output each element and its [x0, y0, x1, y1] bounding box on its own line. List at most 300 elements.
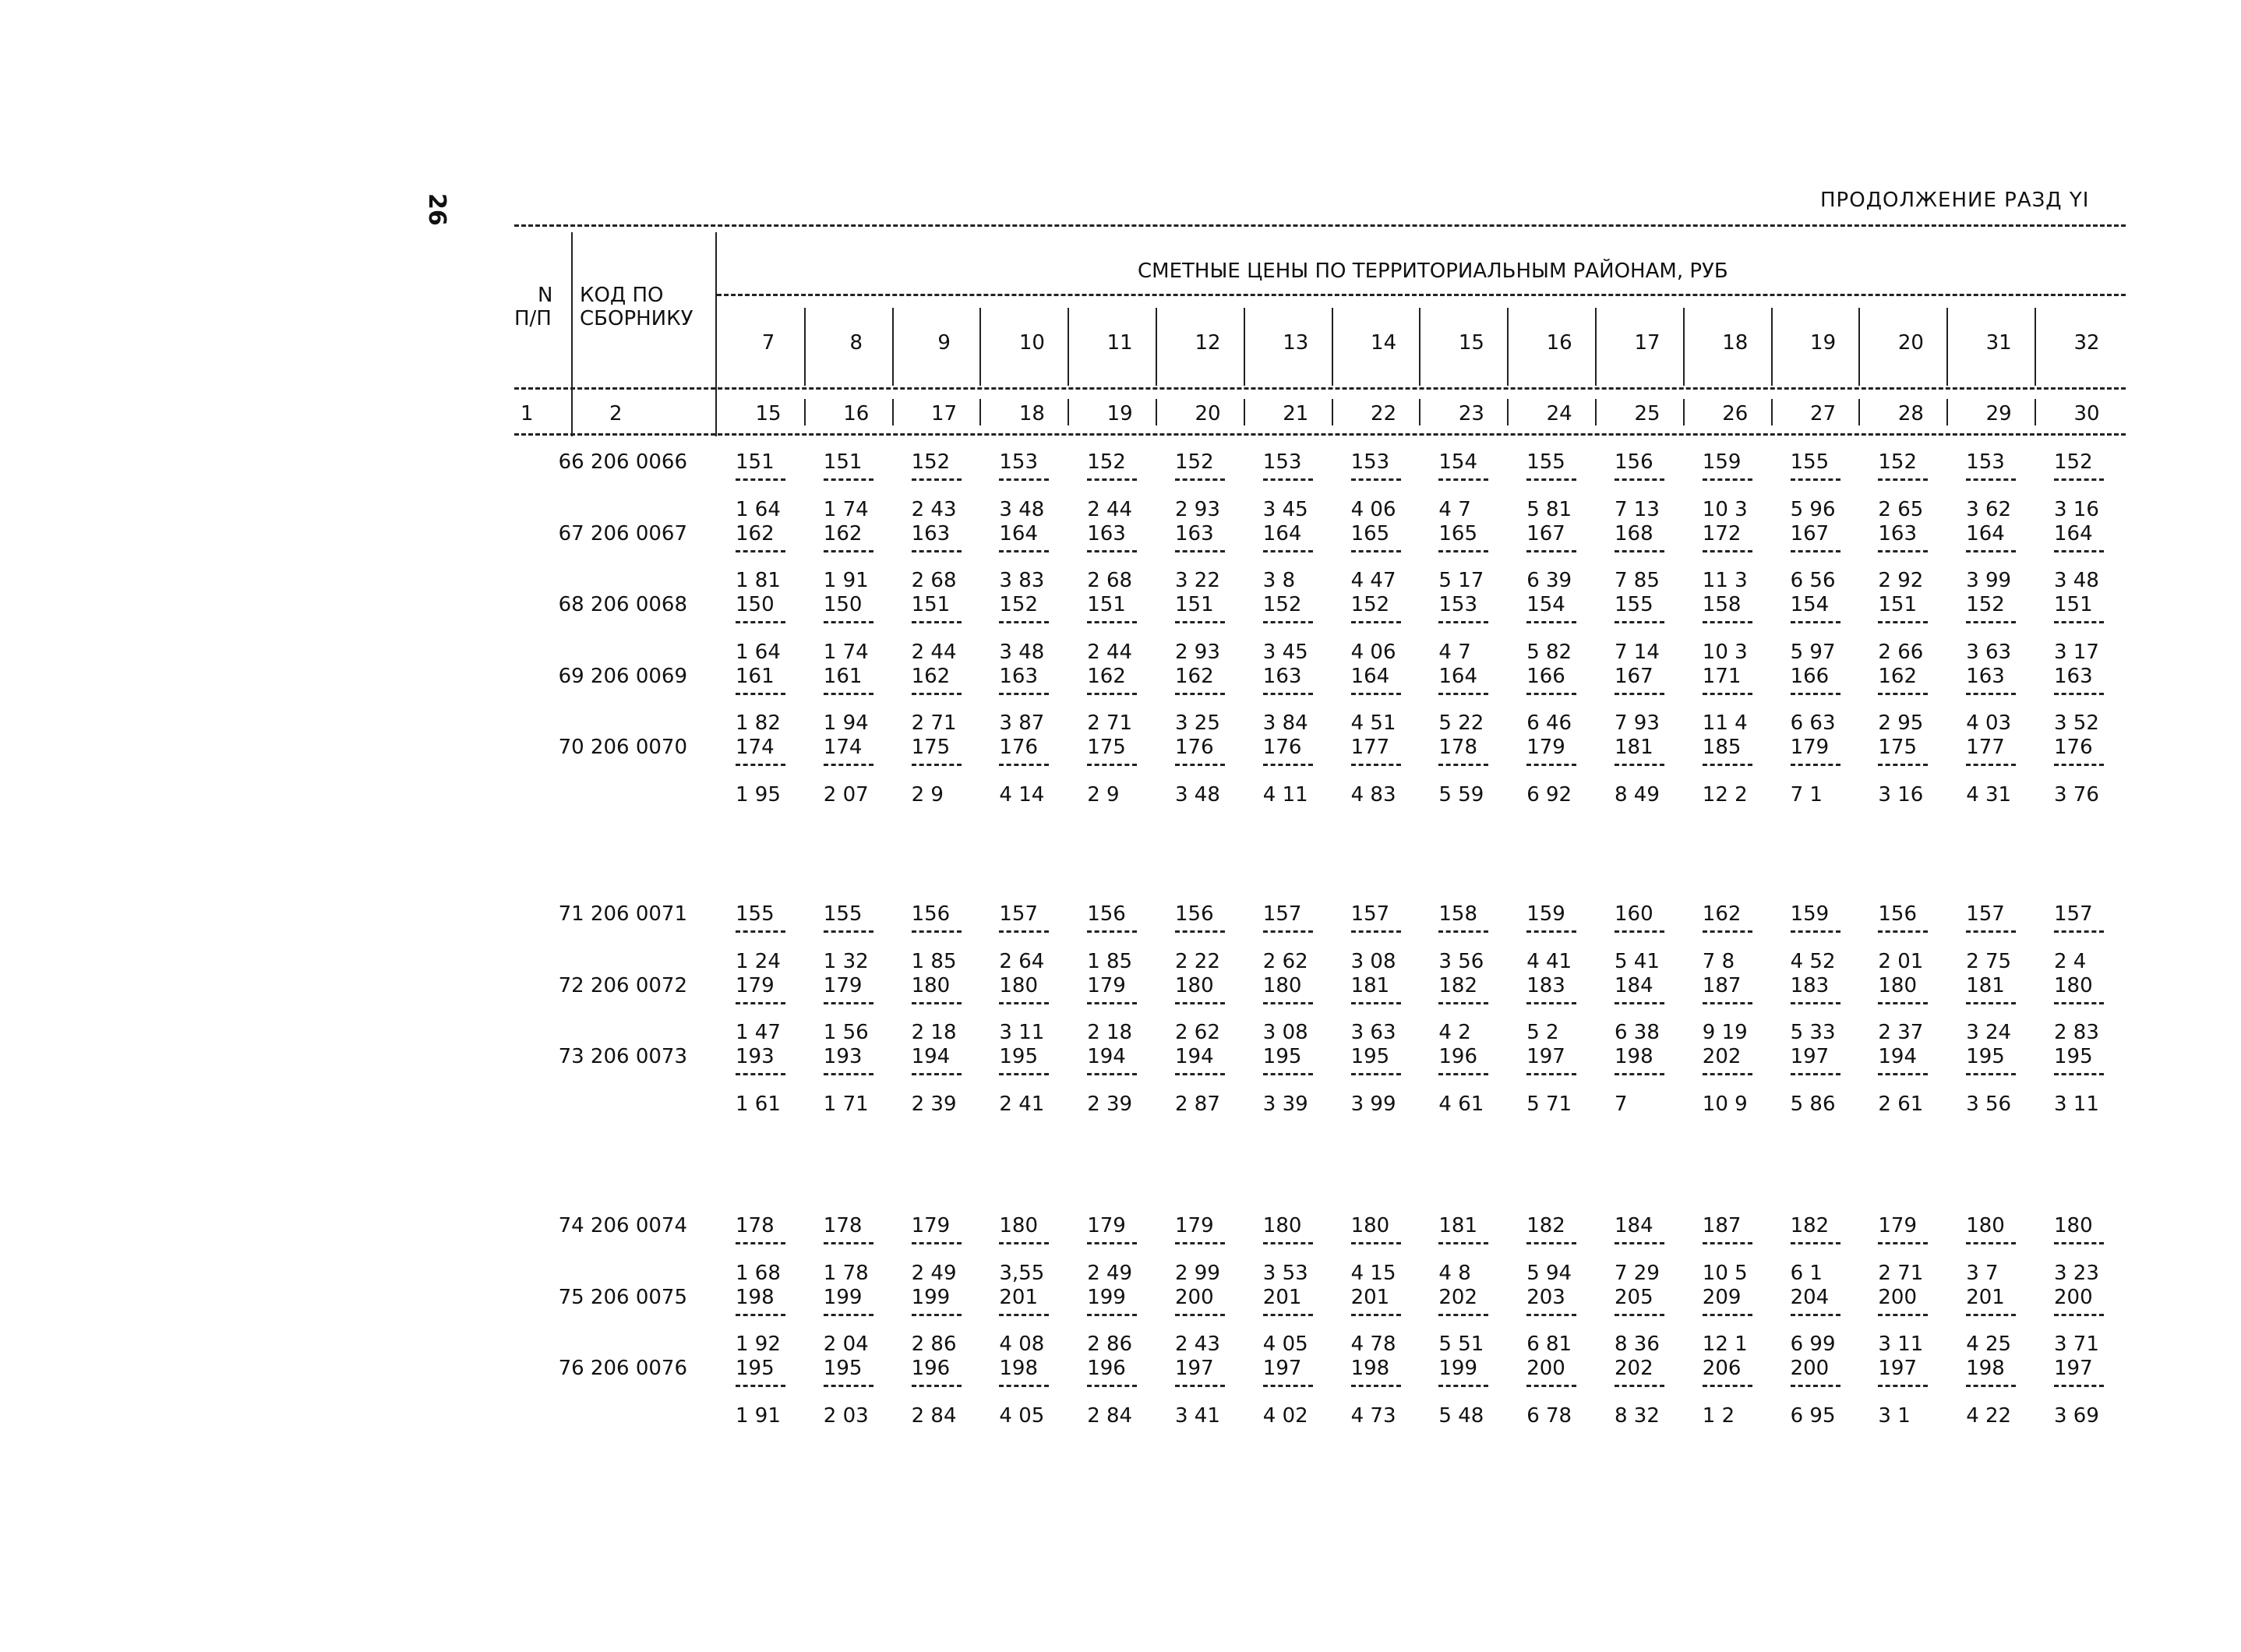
- fraction-line: [1175, 478, 1225, 481]
- price-cell: 3 39: [1262, 1092, 1308, 1116]
- price-cell: 2 64: [999, 949, 1045, 973]
- row-label: 70 206 0070: [558, 736, 687, 759]
- price-cell: 162: [823, 521, 863, 545]
- fraction-line: [1878, 1385, 1928, 1387]
- price-cell: 4 06: [1350, 497, 1396, 521]
- price-cell: 2 07: [823, 782, 869, 807]
- price-cell: 3 48: [999, 640, 1045, 664]
- fraction-line: [824, 930, 873, 933]
- fraction-line: [1087, 764, 1137, 766]
- fraction-line: [2054, 621, 2104, 623]
- price-cell: 154: [1790, 593, 1830, 616]
- price-cell: 181: [1438, 1214, 1478, 1237]
- price-cell: 6 39: [1526, 569, 1572, 592]
- price-cell: 3 71: [2054, 1333, 2099, 1356]
- price-cell: 6 56: [1790, 569, 1836, 592]
- price-cell: 4 8: [1438, 1261, 1471, 1285]
- fraction-line: [1351, 1314, 1401, 1316]
- fraction-line: [1791, 1385, 1840, 1387]
- rule-index-divider: [1419, 399, 1420, 425]
- price-cell: 7: [1615, 1092, 1628, 1116]
- price-cell: 155: [1526, 450, 1565, 474]
- fraction-line: [1087, 930, 1137, 933]
- rule-index-divider: [1595, 399, 1597, 425]
- price-cell: 179: [1878, 1214, 1918, 1237]
- price-cell: 153: [999, 450, 1039, 474]
- fraction-line: [1703, 550, 1752, 552]
- price-cell: 178: [823, 1214, 863, 1237]
- region-header: 31: [1985, 331, 2012, 355]
- fraction-line: [1791, 1242, 1840, 1244]
- fraction-line: [1615, 1385, 1664, 1387]
- fraction-line: [1615, 550, 1664, 552]
- price-cell: 151: [1175, 593, 1214, 616]
- price-cell: 1 91: [823, 569, 869, 592]
- price-cell: 176: [1175, 736, 1214, 759]
- price-cell: 174: [736, 736, 775, 759]
- price-cell: 3 56: [1438, 949, 1484, 973]
- price-cell: 2 49: [1087, 1261, 1133, 1285]
- fraction-line: [999, 1073, 1049, 1075]
- price-cell: 3 52: [2054, 711, 2099, 735]
- price-cell: 166: [1790, 664, 1830, 688]
- fraction-line: [999, 1314, 1049, 1316]
- fraction-line: [1175, 1073, 1225, 1075]
- price-cell: 180: [1878, 973, 1918, 997]
- fraction-line: [1878, 478, 1928, 481]
- price-cell: 195: [999, 1045, 1039, 1068]
- price-cell: 1 61: [736, 1092, 781, 1116]
- price-cell: 3 17: [2054, 640, 2099, 664]
- fraction-line: [1351, 1002, 1401, 1004]
- price-cell: 1 94: [823, 711, 869, 735]
- price-cell: 175: [1878, 736, 1918, 759]
- price-cell: 181: [1350, 973, 1390, 997]
- price-cell: 5 2: [1526, 1021, 1559, 1044]
- price-cell: 179: [1526, 736, 1565, 759]
- region-header: 17: [1634, 331, 1660, 355]
- price-cell: 12 2: [1702, 782, 1748, 807]
- rule-index-divider: [1858, 399, 1860, 425]
- price-cell: 164: [1966, 521, 2005, 545]
- fraction-line: [1263, 478, 1313, 481]
- fraction-line: [1791, 1314, 1840, 1316]
- index-header: 15: [755, 402, 782, 425]
- price-cell: 3 11: [2054, 1092, 2099, 1116]
- price-cell: 5 41: [1615, 949, 1660, 973]
- rule-index-divider: [979, 399, 981, 425]
- price-cell: 156: [911, 902, 951, 926]
- price-cell: 2 86: [1087, 1333, 1133, 1356]
- price-cell: 1 82: [736, 711, 781, 735]
- price-cell: 151: [2054, 593, 2093, 616]
- price-cell: 164: [2054, 521, 2093, 545]
- price-cell: 5 82: [1526, 640, 1572, 664]
- fraction-line: [912, 693, 962, 695]
- price-cell: 3 53: [1262, 1261, 1308, 1285]
- rule-col-num: [571, 232, 573, 436]
- price-cell: 202: [1438, 1285, 1478, 1309]
- fraction-line: [912, 621, 962, 623]
- fraction-line: [1878, 621, 1928, 623]
- price-cell: 3 84: [1262, 711, 1308, 735]
- price-cell: 4 11: [1262, 782, 1308, 807]
- fraction-line: [736, 764, 785, 766]
- region-header: 19: [1810, 331, 1837, 355]
- price-cell: 4 05: [1262, 1333, 1308, 1356]
- fraction-line: [999, 550, 1049, 552]
- price-cell: 3 08: [1350, 949, 1396, 973]
- price-cell: 161: [823, 664, 863, 688]
- price-cell: 150: [823, 593, 863, 616]
- price-cell: 199: [911, 1285, 951, 1309]
- row-label: 71 206 0071: [558, 902, 687, 926]
- price-cell: 152: [1878, 450, 1918, 474]
- fraction-line: [1615, 764, 1664, 766]
- fraction-line: [912, 1002, 962, 1004]
- price-cell: 6 95: [1790, 1403, 1836, 1428]
- fraction-line: [1263, 1073, 1313, 1075]
- price-cell: 6 92: [1526, 782, 1572, 807]
- price-cell: 1 32: [823, 949, 869, 973]
- price-cell: 2 43: [911, 497, 957, 521]
- fraction-line: [1526, 764, 1576, 766]
- fraction-line: [1526, 1242, 1576, 1244]
- price-cell: 2 62: [1175, 1021, 1220, 1044]
- price-cell: 200: [1878, 1285, 1918, 1309]
- price-cell: 2 43: [1175, 1333, 1220, 1356]
- rule-index-divider: [1946, 399, 1948, 425]
- fraction-line: [1526, 478, 1576, 481]
- price-cell: 200: [1175, 1285, 1214, 1309]
- rule-index-divider: [2035, 399, 2036, 425]
- price-cell: 187: [1702, 973, 1742, 997]
- header-col-index-2: 2: [609, 402, 623, 425]
- price-cell: 4 51: [1350, 711, 1396, 735]
- rule-prices: [717, 294, 2126, 296]
- price-cell: 4 02: [1262, 1403, 1308, 1428]
- price-cell: 193: [736, 1045, 775, 1068]
- price-cell: 3 56: [1966, 1092, 2012, 1116]
- region-header: 8: [849, 331, 863, 355]
- price-cell: 184: [1615, 973, 1653, 997]
- fraction-line: [1087, 478, 1137, 481]
- fraction-line: [912, 764, 962, 766]
- fraction-line: [1966, 1314, 2016, 1316]
- price-cell: 3 69: [2054, 1403, 2099, 1428]
- price-cell: 160: [1615, 902, 1653, 926]
- row-label: 73 206 0073: [558, 1045, 687, 1068]
- price-cell: 2 18: [911, 1021, 957, 1044]
- rule-index-divider: [1771, 399, 1773, 425]
- rule-region-divider: [1595, 308, 1597, 386]
- fraction-line: [1878, 764, 1928, 766]
- price-cell: 3 62: [1966, 497, 2012, 521]
- price-cell: 6 46: [1526, 711, 1572, 735]
- price-cell: 203: [1526, 1285, 1565, 1309]
- fraction-line: [1438, 1242, 1488, 1244]
- price-cell: 162: [1702, 902, 1742, 926]
- price-cell: 5 59: [1438, 782, 1484, 807]
- fraction-line: [1526, 930, 1576, 933]
- price-cell: 1 81: [736, 569, 781, 592]
- price-cell: 2 41: [999, 1092, 1045, 1116]
- price-cell: 167: [1790, 521, 1830, 545]
- price-cell: 3 45: [1262, 640, 1308, 664]
- price-cell: 180: [1262, 1214, 1302, 1237]
- fraction-line: [736, 1314, 785, 1316]
- fraction-line: [2054, 1385, 2104, 1387]
- fraction-line: [736, 621, 785, 623]
- price-cell: 179: [736, 973, 775, 997]
- fraction-line: [1791, 1073, 1840, 1075]
- price-cell: 3 83: [999, 569, 1045, 592]
- price-cell: 182: [1526, 1214, 1565, 1237]
- fraction-line: [1438, 764, 1488, 766]
- price-cell: 6 63: [1790, 711, 1836, 735]
- fraction-line: [1878, 1242, 1928, 1244]
- price-cell: 195: [823, 1357, 863, 1380]
- price-cell: 197: [1878, 1357, 1918, 1380]
- price-cell: 5 33: [1790, 1021, 1836, 1044]
- fraction-line: [824, 550, 873, 552]
- price-cell: 1 24: [736, 949, 781, 973]
- price-cell: 2 4: [2054, 949, 2087, 973]
- fraction-line: [1438, 1385, 1488, 1387]
- index-header: 30: [2073, 402, 2100, 425]
- fraction-line: [2054, 1242, 2104, 1244]
- price-cell: 151: [1087, 593, 1126, 616]
- price-cell: 205: [1615, 1285, 1653, 1309]
- price-cell: 195: [2054, 1045, 2093, 1068]
- price-cell: 199: [1438, 1357, 1478, 1380]
- fraction-line: [912, 478, 962, 481]
- price-cell: 197: [1790, 1045, 1830, 1068]
- fraction-line: [1703, 621, 1752, 623]
- price-cell: 180: [1966, 1214, 2005, 1237]
- fraction-line: [1791, 621, 1840, 623]
- price-cell: 3 48: [999, 497, 1045, 521]
- fraction-line: [1703, 1073, 1752, 1075]
- price-cell: 4 47: [1350, 569, 1396, 592]
- price-cell: 200: [1526, 1357, 1565, 1380]
- price-cell: 163: [1087, 521, 1126, 545]
- fraction-line: [999, 1242, 1049, 1244]
- fraction-line: [912, 1242, 962, 1244]
- price-cell: 2 04: [823, 1333, 869, 1356]
- index-header: 17: [931, 402, 958, 425]
- price-cell: 159: [1526, 902, 1565, 926]
- index-header: 24: [1546, 402, 1572, 425]
- fraction-line: [1438, 1002, 1488, 1004]
- price-cell: 7 13: [1615, 497, 1660, 521]
- price-cell: 1 74: [823, 640, 869, 664]
- fraction-line: [2054, 1073, 2104, 1075]
- price-cell: 182: [1438, 973, 1478, 997]
- price-cell: 159: [1790, 902, 1830, 926]
- fraction-line: [824, 693, 873, 695]
- price-cell: 3 25: [1175, 711, 1220, 735]
- price-cell: 1 68: [736, 1261, 781, 1285]
- price-cell: 2 87: [1175, 1092, 1220, 1116]
- fraction-line: [1791, 1002, 1840, 1004]
- price-cell: 172: [1702, 521, 1742, 545]
- row-label: 75 206 0075: [558, 1285, 687, 1309]
- header-code-label: КОД ПО: [580, 284, 664, 307]
- index-header: 23: [1458, 402, 1484, 425]
- price-cell: 180: [2054, 973, 2093, 997]
- rule-region-divider: [1771, 308, 1773, 386]
- price-cell: 6 99: [1790, 1333, 1836, 1356]
- price-cell: 193: [823, 1045, 863, 1068]
- fraction-line: [1615, 621, 1664, 623]
- fraction-line: [1438, 478, 1488, 481]
- rule-region-divider: [1858, 308, 1860, 386]
- price-cell: 155: [1615, 593, 1653, 616]
- fraction-line: [1351, 693, 1401, 695]
- row-label: 66 206 0066: [558, 450, 687, 474]
- price-cell: 153: [1966, 450, 2005, 474]
- region-header: 11: [1106, 331, 1133, 355]
- fraction-line: [1615, 478, 1664, 481]
- fraction-line: [1438, 1314, 1488, 1316]
- region-header: 15: [1458, 331, 1484, 355]
- price-cell: 201: [999, 1285, 1039, 1309]
- price-cell: 4 41: [1526, 949, 1572, 973]
- price-cell: 153: [1438, 593, 1478, 616]
- section-title: ПРОДОЛЖЕНИЕ РАЗД YI: [1820, 189, 2090, 212]
- price-cell: 3 48: [2054, 569, 2099, 592]
- fraction-line: [2054, 550, 2104, 552]
- price-cell: 180: [1175, 973, 1214, 997]
- price-cell: 3 11: [999, 1021, 1045, 1044]
- fraction-line: [1703, 764, 1752, 766]
- fraction-line: [1087, 1314, 1137, 1316]
- fraction-line: [824, 1314, 873, 1316]
- region-header: 14: [1371, 331, 1397, 355]
- price-cell: 176: [1262, 736, 1302, 759]
- header-col-index-1: 1: [521, 402, 534, 425]
- fraction-line: [824, 1385, 873, 1387]
- fraction-line: [1175, 764, 1225, 766]
- price-cell: 1 78: [823, 1261, 869, 1285]
- fraction-line: [1351, 1073, 1401, 1075]
- price-cell: 4 7: [1438, 497, 1471, 521]
- price-cell: 199: [1087, 1285, 1126, 1309]
- fraction-line: [999, 764, 1049, 766]
- price-cell: 161: [736, 664, 775, 688]
- price-cell: 152: [1966, 593, 2005, 616]
- price-cell: 4 2: [1438, 1021, 1471, 1044]
- rule-index-divider: [892, 399, 894, 425]
- price-cell: 177: [1350, 736, 1390, 759]
- price-cell: 151: [736, 450, 775, 474]
- price-cell: 157: [1262, 902, 1302, 926]
- price-cell: 195: [736, 1357, 775, 1380]
- price-cell: 2 39: [1087, 1092, 1133, 1116]
- price-cell: 6 38: [1615, 1021, 1660, 1044]
- price-cell: 4 05: [999, 1403, 1045, 1428]
- fraction-line: [1703, 930, 1752, 933]
- price-cell: 3 16: [2054, 497, 2099, 521]
- fraction-line: [2054, 1314, 2104, 1316]
- price-cell: 176: [999, 736, 1039, 759]
- fraction-line: [999, 1385, 1049, 1387]
- price-cell: 166: [1526, 664, 1565, 688]
- fraction-line: [736, 478, 785, 481]
- price-cell: 5 96: [1790, 497, 1836, 521]
- index-header: 25: [1634, 402, 1660, 425]
- price-cell: 175: [1087, 736, 1126, 759]
- fraction-line: [1351, 621, 1401, 623]
- price-cell: 197: [1175, 1357, 1214, 1380]
- price-cell: 2 39: [911, 1092, 957, 1116]
- fraction-line: [1966, 478, 2016, 481]
- price-cell: 3 23: [2054, 1261, 2099, 1285]
- index-header: 18: [1018, 402, 1045, 425]
- price-cell: 152: [1087, 450, 1126, 474]
- price-cell: 1 95: [736, 782, 781, 807]
- header-code-label-2: СБОРНИКУ: [580, 307, 693, 330]
- price-cell: 2 99: [1175, 1261, 1220, 1285]
- fraction-line: [999, 930, 1049, 933]
- price-cell: 157: [1350, 902, 1390, 926]
- price-cell: 195: [1350, 1045, 1390, 1068]
- price-cell: 178: [736, 1214, 775, 1237]
- index-header: 28: [1897, 402, 1924, 425]
- row-label: 68 206 0068: [558, 593, 687, 616]
- price-cell: 3 99: [1350, 1092, 1396, 1116]
- fraction-line: [1526, 621, 1576, 623]
- price-cell: 1 64: [736, 497, 781, 521]
- price-cell: 185: [1702, 736, 1742, 759]
- rule-index-divider: [1507, 399, 1509, 425]
- price-cell: 155: [823, 902, 863, 926]
- price-cell: 152: [999, 593, 1039, 616]
- rule-region-divider: [1068, 308, 1069, 386]
- price-cell: 2 71: [911, 711, 957, 735]
- fraction-line: [1878, 550, 1928, 552]
- price-cell: 3 63: [1966, 640, 2012, 664]
- fraction-line: [1351, 930, 1401, 933]
- price-cell: 7 93: [1615, 711, 1660, 735]
- fraction-line: [2054, 930, 2104, 933]
- fraction-line: [1526, 1385, 1576, 1387]
- price-cell: 10 9: [1702, 1092, 1748, 1116]
- fraction-line: [824, 478, 873, 481]
- fraction-line: [1263, 764, 1313, 766]
- fraction-line: [1175, 1242, 1225, 1244]
- rule-index-divider: [1156, 399, 1157, 425]
- fraction-line: [1966, 621, 2016, 623]
- price-cell: 179: [1790, 736, 1830, 759]
- index-header: 27: [1810, 402, 1837, 425]
- fraction-line: [1175, 550, 1225, 552]
- price-cell: 2 66: [1878, 640, 1924, 664]
- fraction-line: [999, 621, 1049, 623]
- rule-top: [514, 224, 2126, 227]
- fraction-line: [2054, 1002, 2104, 1004]
- price-cell: 198: [736, 1285, 775, 1309]
- fraction-line: [1703, 693, 1752, 695]
- fraction-line: [1878, 1314, 1928, 1316]
- fraction-line: [1175, 693, 1225, 695]
- header-num-label-2: П/П: [514, 307, 552, 330]
- price-cell: 196: [911, 1357, 951, 1380]
- price-cell: 7 14: [1615, 640, 1660, 664]
- price-cell: 152: [1350, 593, 1390, 616]
- price-cell: 153: [1262, 450, 1302, 474]
